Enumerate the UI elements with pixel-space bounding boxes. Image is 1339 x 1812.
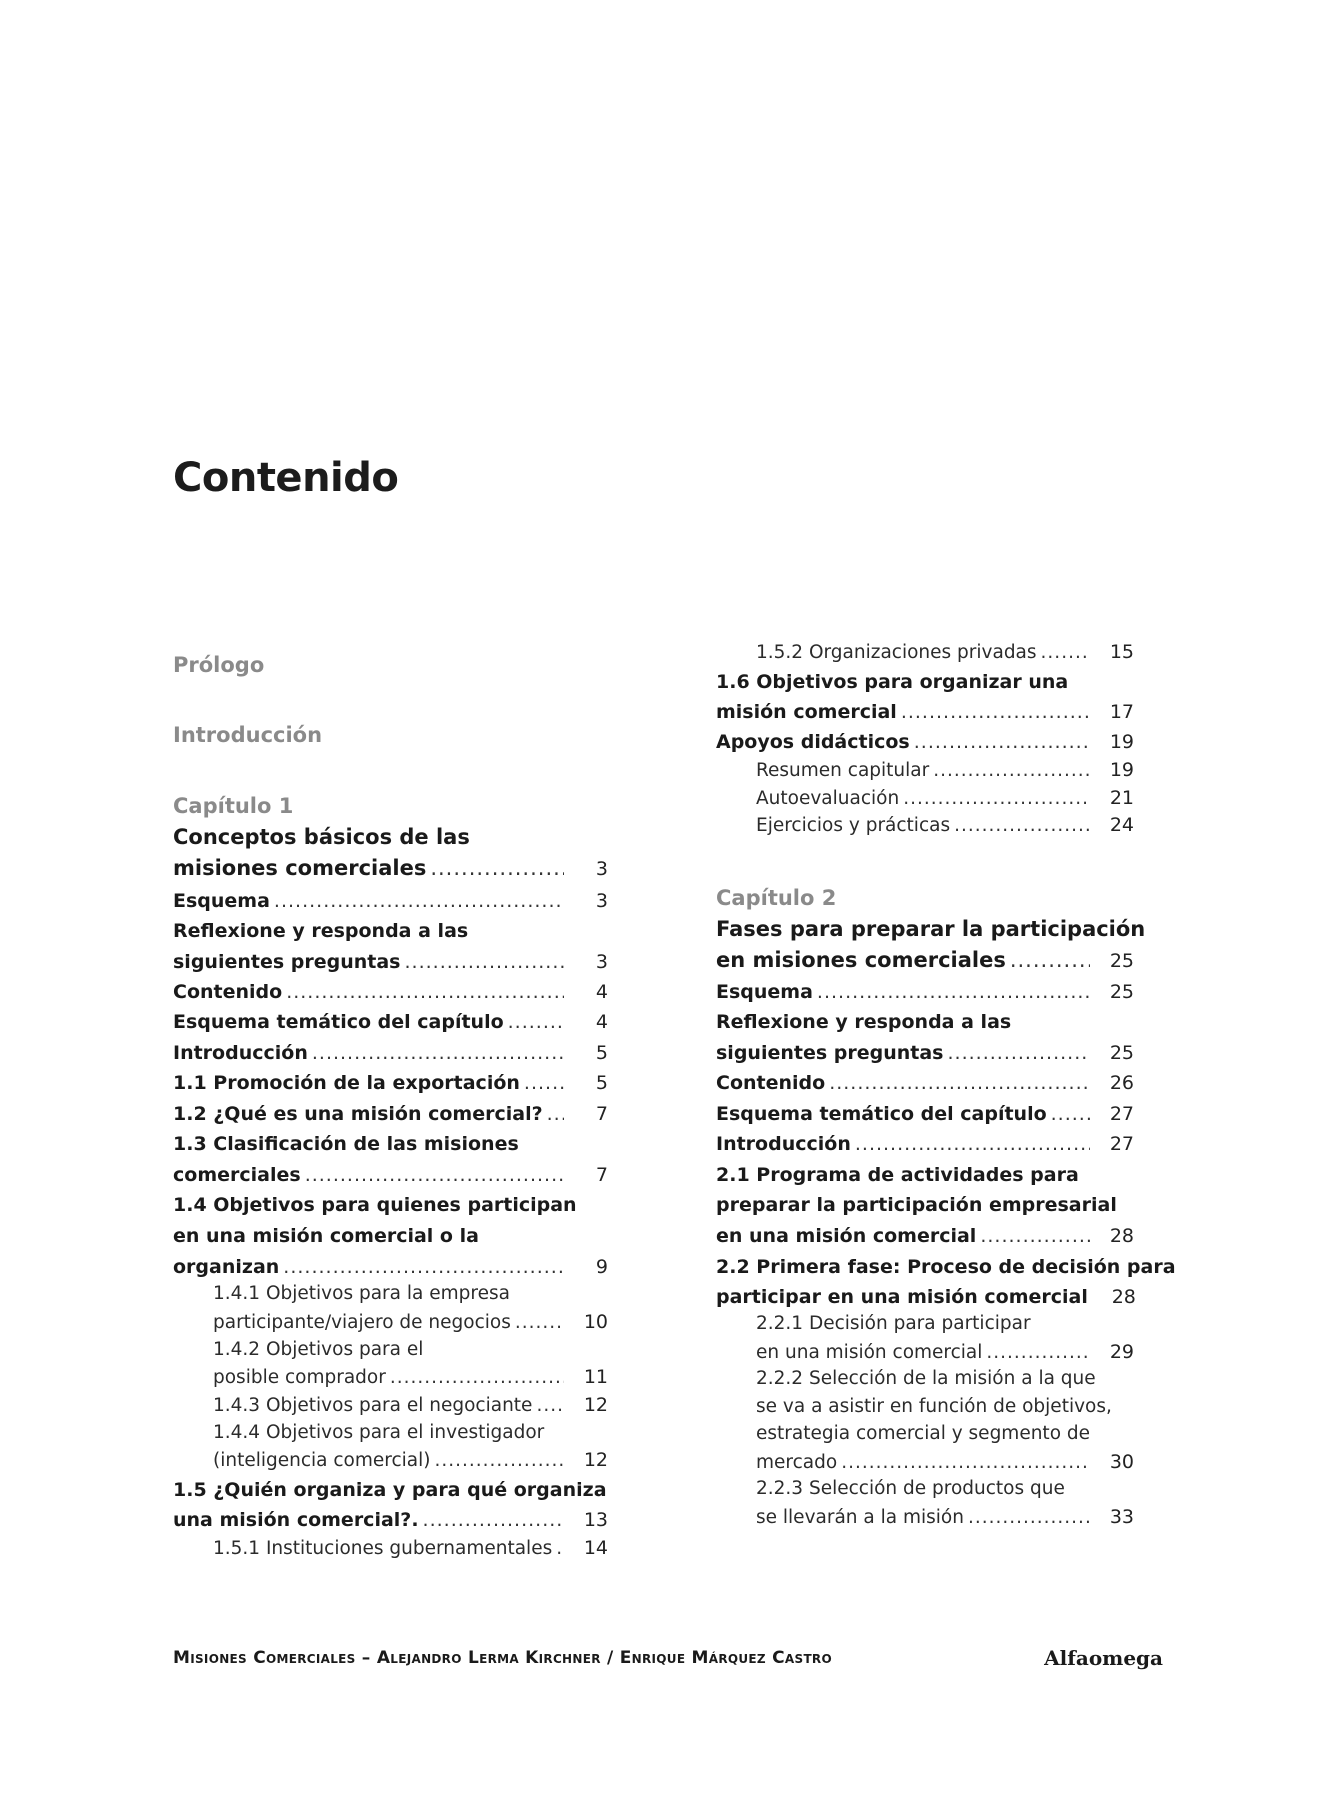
entry-label: comerciales [173,1164,301,1186]
dot-leader [1051,1102,1090,1126]
toc-entry-autoevaluacion[interactable] [756,786,1134,810]
toc-entry-1-4-1[interactable] [213,1310,608,1334]
entry-label: siguientes preguntas [173,951,401,973]
dot-leader [1010,948,1090,972]
dot-leader [434,1449,564,1473]
dot-leader [968,1506,1090,1530]
dot-leader [817,980,1090,1004]
chapter-1-label: Capítulo 1 [173,794,294,818]
entry-label: Introducción [716,1133,851,1155]
page-number: 5 [595,1072,608,1094]
toc-entry-2-2-2[interactable] [756,1450,1134,1474]
dot-leader [286,980,564,1004]
entry-label: posible comprador [213,1367,386,1388]
dot-leader [901,700,1090,724]
dot-leader [954,814,1090,838]
toc-entry-1-4-4-line[interactable] [213,1421,608,1445]
toc-entry-esquema-2[interactable] [716,980,1134,1004]
toc-entry-1-4-4[interactable] [213,1448,608,1472]
page-number: 26 [1109,1072,1134,1094]
entry-label: Ejercicios y prácticas [756,815,951,836]
entry-label: Esquema temático del capítulo [173,1011,504,1033]
dot-leader [933,759,1090,783]
page-number: 13 [583,1509,608,1531]
toc-entry-1-6[interactable] [716,700,1134,724]
page-number: 10 [583,1311,608,1333]
entry-label: mercado [756,1452,838,1473]
entry-label: misión comercial [716,701,897,723]
page-number: 30 [1109,1451,1134,1473]
dot-leader [841,1451,1090,1475]
dot-leader [524,1071,564,1095]
dot-leader [536,1394,564,1418]
entry-label: en una misión comercial o la [173,1225,479,1247]
dot-leader [914,730,1090,754]
toc-entry-1-5-2[interactable] [756,640,1134,664]
toc-entry-2-1[interactable] [716,1224,1134,1248]
dot-leader [980,1224,1090,1248]
page-number: 4 [595,1011,608,1033]
page-number: 7 [595,1103,608,1125]
dot-leader [430,856,564,880]
toc-entry-esquema[interactable] [173,889,608,913]
dot-leader [405,950,565,974]
toc-entry-1-4-3[interactable] [213,1393,608,1417]
page-number: 21 [1109,787,1134,809]
dot-leader [508,1010,564,1034]
dot-leader [855,1132,1090,1156]
toc-entry-2-2-3[interactable] [756,1505,1134,1529]
toc-entry-contenido[interactable] [173,980,608,1004]
page-number: 27 [1109,1133,1134,1155]
footer-book-title: Misiones Comerciales – Alejandro Lerma Kirchner / Enrique Márquez Castro [173,1648,832,1668]
page-number: 19 [1109,731,1134,753]
toc-entry-1-4-line[interactable] [173,1193,608,1217]
page-number: 3 [595,951,608,973]
toc-entry-introduccion-2[interactable] [716,1132,1134,1156]
page-number: 15 [1109,641,1134,663]
entry-label: 2.2 Primera fase: Proceso de decisión para [716,1256,1176,1278]
entry-label: Resumen capitular [756,760,930,781]
entry-label: en misiones comerciales [716,948,1006,972]
entry-label: organizan [173,1256,280,1278]
chapter-1-title-entry[interactable] [173,856,608,880]
toc-entry-1-4-2[interactable] [213,1365,608,1389]
entry-label: Fases para preparar la participación [716,917,1146,941]
entry-label: 1.5.1 Instituciones gubernamentales [213,1538,553,1559]
toc-entry-apoyos[interactable] [716,730,1134,754]
entry-label: siguientes preguntas [716,1042,944,1064]
page-number: 7 [595,1164,608,1186]
toc-entry-2-2-line[interactable] [716,1255,1176,1279]
dot-leader [948,1041,1091,1065]
toc-entry-1-5-1[interactable] [213,1536,608,1560]
toc-entry-1-4-2-line[interactable] [213,1338,608,1362]
entry-label: 1.4.1 Objetivos para la empresa [213,1283,510,1304]
toc-entry-reflexione-2-line[interactable] [716,1010,1134,1034]
toc-entry-1-4[interactable] [173,1255,608,1279]
toc-entry-1-4-line[interactable] [173,1224,608,1248]
page-number: 12 [583,1449,608,1471]
toc-entry-1-4-1-line[interactable] [213,1282,608,1306]
dot-leader [515,1311,564,1335]
entry-label: Conceptos básicos de las [173,825,470,849]
entry-label: Reflexione y responda a las [173,920,469,942]
dot-leader [986,1341,1090,1365]
toc-entry-resumen[interactable] [756,758,1134,782]
toc-entry-2-1-line[interactable] [716,1163,1134,1187]
entry-label: 1.5 ¿Quién organiza y para qué organiza [173,1479,607,1501]
toc-prologo[interactable]: Prólogo [173,653,265,677]
entry-label: Esquema [716,981,813,1003]
page-number: 17 [1109,701,1134,723]
entry-label: 2.2.2 Selección de la misión a la que [756,1368,1096,1389]
toc-entry-1-1[interactable] [173,1071,608,1095]
entry-label: 1.2 ¿Qué es una misión comercial? [173,1103,543,1125]
toc-entry-1-3[interactable] [173,1163,608,1187]
toc-introduccion[interactable]: Introducción [173,723,323,747]
publisher-name: Alfaomega [1044,1646,1163,1670]
page-number: 11 [583,1366,608,1388]
entry-label: participar en una misión comercial [716,1286,1088,1308]
entry-label: participante/viajero de negocios [213,1312,511,1333]
entry-label: 2.2.1 Decisión para participar [756,1313,1031,1334]
entry-label: (inteligencia comercial) [213,1450,431,1471]
chapter-2-title-line[interactable] [716,917,1146,941]
entry-label: 1.4 Objetivos para quienes participan [173,1194,577,1216]
toc-entry-2-2-2-line[interactable] [756,1395,1134,1419]
toc-entry-reflexione-2[interactable] [716,1041,1134,1065]
toc-entry-1-2[interactable] [173,1102,608,1126]
entry-label: en una misión comercial [716,1225,977,1247]
entry-label: 1.4.3 Objetivos para el negociante [213,1395,533,1416]
page-number: 25 [1109,1042,1134,1064]
entry-label: se llevarán a la misión [756,1507,964,1528]
toc-entry-1-5[interactable] [173,1508,608,1532]
dot-leader [423,1508,564,1532]
dot-leader [1041,641,1090,665]
entry-label: 1.4.2 Objetivos para el [213,1339,424,1360]
entry-label: una misión comercial?. [173,1509,419,1531]
toc-entry-1-3-line[interactable] [173,1132,608,1156]
toc-entry-introduccion[interactable] [173,1041,608,1065]
dot-leader [829,1071,1090,1095]
page-number: 28 [1111,1286,1136,1308]
toc-entry-contenido-2[interactable] [716,1071,1134,1095]
toc-entry-reflexione-line[interactable] [173,919,608,943]
chapter-2-title-entry[interactable] [716,948,1134,972]
dot-leader [903,787,1090,811]
dot-leader [547,1102,564,1126]
chapter-2-label: Capítulo 2 [716,886,837,910]
toc-entry-1-6-line[interactable] [716,670,1134,694]
entry-label: Esquema [173,890,270,912]
page-footer [173,1648,1163,1678]
toc-entry-2-2-1-line[interactable] [756,1312,1134,1336]
page-number: 5 [595,1042,608,1064]
entry-label: se va a asistir en función de objetivos, [756,1396,1112,1417]
page-number: 25 [1109,981,1134,1003]
entry-label: 1.1 Promoción de la exportación [173,1072,520,1094]
dot-leader [556,1537,564,1561]
entry-label: Contenido [173,981,283,1003]
toc-entry-2-2[interactable] [716,1285,1134,1309]
page-number: 3 [595,858,608,880]
page-number: 27 [1109,1103,1134,1125]
toc-entry-ejercicios[interactable] [756,813,1134,837]
page-number: 25 [1109,950,1134,972]
page-number: 4 [595,981,608,1003]
chapter-1-title-line[interactable] [173,825,608,849]
page-number: 14 [583,1537,608,1559]
page-title: Contenido [173,455,399,501]
page-number: 3 [595,890,608,912]
page-number: 19 [1109,759,1134,781]
entry-label: 2.1 Programa de actividades para [716,1164,1079,1186]
entry-label: 1.3 Clasificación de las misiones [173,1133,519,1155]
entry-label: 2.2.3 Selección de productos que [756,1478,1065,1499]
entry-label: Apoyos didácticos [716,731,910,753]
entry-label: preparar la participación empresarial [716,1194,1117,1216]
dot-leader [312,1041,564,1065]
toc-entry-2-2-1[interactable] [756,1340,1134,1364]
entry-label: Reflexione y responda a las [716,1011,1012,1033]
entry-label: 1.6 Objetivos para organizar una [716,671,1069,693]
toc-entry-esquema-tematico-2[interactable] [716,1102,1134,1126]
entry-label: Contenido [716,1072,826,1094]
page-number: 24 [1109,814,1134,836]
entry-label: Esquema temático del capítulo [716,1103,1047,1125]
toc-entry-2-2-2-line[interactable] [756,1367,1134,1391]
entry-label: Introducción [173,1042,308,1064]
dot-leader [305,1163,564,1187]
page-number: 33 [1109,1506,1134,1528]
entry-label: 1.4.4 Objetivos para el investigador [213,1422,545,1443]
toc-entry-reflexione[interactable] [173,950,608,974]
page-number: 28 [1109,1225,1134,1247]
entry-label: estrategia comercial y segmento de [756,1423,1091,1444]
page-number: 12 [583,1394,608,1416]
dot-leader [283,1255,564,1279]
page-number: 29 [1109,1341,1134,1363]
toc-entry-2-2-3-line[interactable] [756,1477,1134,1501]
toc-entry-esquema-tematico[interactable] [173,1010,608,1034]
entry-label: Autoevaluación [756,788,900,809]
page-number: 9 [595,1256,608,1278]
toc-entry-2-2-2-line[interactable] [756,1422,1134,1446]
entry-label: 1.5.2 Organizaciones privadas [756,642,1037,663]
dot-leader [390,1366,564,1390]
entry-label: misiones comerciales [173,856,427,880]
toc-entry-1-5-line[interactable] [173,1478,608,1502]
dot-leader [274,889,564,913]
toc-entry-2-1-line[interactable] [716,1193,1134,1217]
entry-label: en una misión comercial [756,1342,983,1363]
